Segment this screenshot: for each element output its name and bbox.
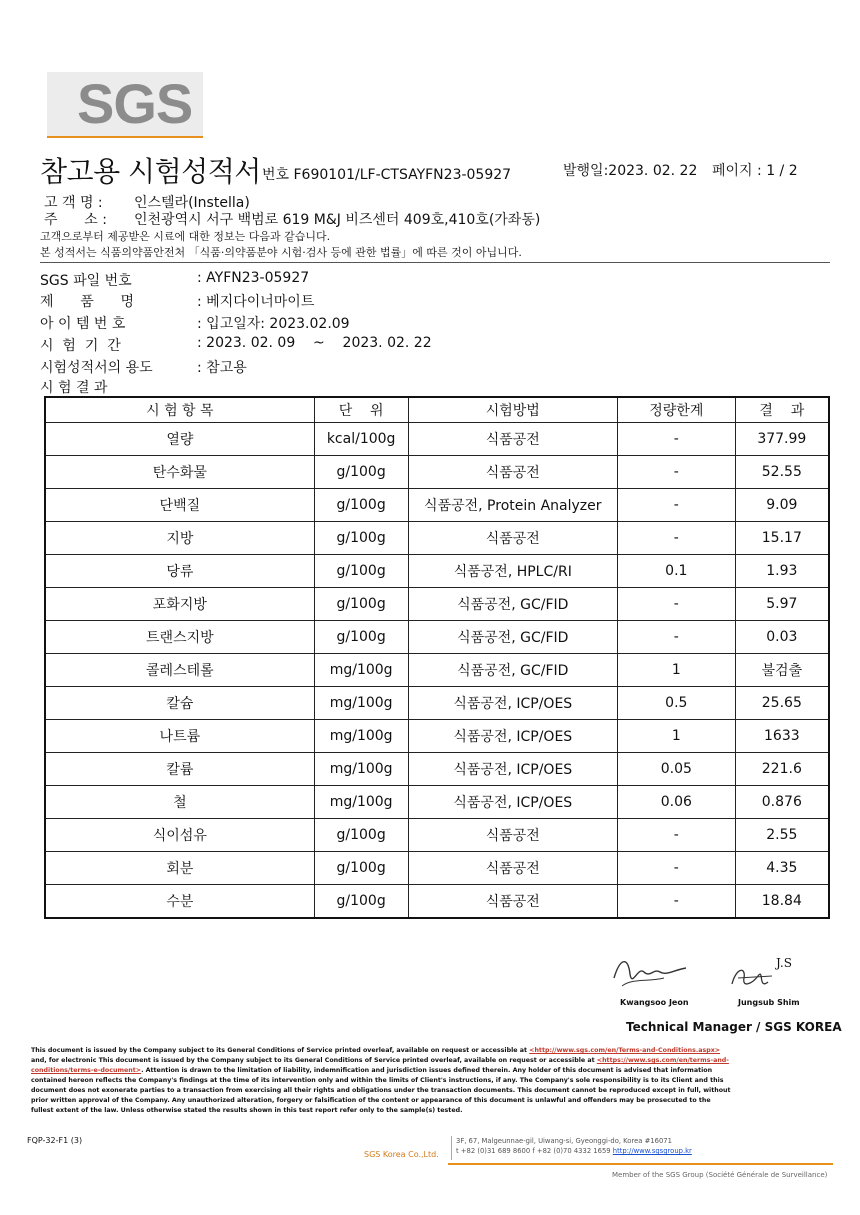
cell-unit: kcal/100g xyxy=(314,423,408,456)
cell-unit: g/100g xyxy=(314,555,408,588)
table-row xyxy=(45,621,829,654)
cell-item: 수분 xyxy=(45,885,314,919)
table-row xyxy=(45,687,829,720)
results-title: 시 험 결 과 xyxy=(40,380,108,396)
client-address-label: 주 소 : xyxy=(44,212,107,228)
cell-unit: g/100g xyxy=(314,621,408,654)
disclaimer-text-a: This document is issued by the Company subject to its General Conditions of Service printed overleaf, available on request or accessible at xyxy=(31,1047,530,1054)
report-number: 번호 F690101/LF-CTSAYFN23-05927 xyxy=(262,167,512,183)
cell-result: 25.65 xyxy=(735,687,829,720)
address-line: 3F, 67, Malgeunnae-gil, Uiwang-si, Gyeonggi-do, Korea #16071 xyxy=(456,1137,672,1145)
cell-method: 식품공전 xyxy=(408,852,617,885)
cell-loq: - xyxy=(617,489,735,522)
cell-result: 221.6 xyxy=(735,753,829,786)
cell-unit: mg/100g xyxy=(314,753,408,786)
cell-item: 열량 xyxy=(45,423,314,456)
client-address-value: 인천광역시 서구 백범로 619 M&J 비즈센터 409호,410호(가좌동) xyxy=(134,212,541,228)
info-value-purpose: : 참고용 xyxy=(197,360,247,376)
cell-unit: g/100g xyxy=(314,489,408,522)
info-value-item-no: : 입고일자: 2023.02.09 xyxy=(197,316,350,332)
info-value-product: : 베지다이너마이트 xyxy=(197,294,315,310)
info-label-product: 제 품 명 xyxy=(40,294,134,310)
cell-unit: g/100g xyxy=(314,522,408,555)
logo-underline xyxy=(47,136,203,138)
cell-loq: 0.5 xyxy=(617,687,735,720)
document-title: 참고용 시험성적서 xyxy=(40,155,261,188)
disclaimer-text-b: and, for electronic This document is issued by the Company subject to its General Conditions of Service printed overleaf, available on request or accessible at xyxy=(31,1057,597,1064)
cell-result: 불검출 xyxy=(735,654,829,687)
cell-method: 식품공전, GC/FID xyxy=(408,588,617,621)
cell-unit: mg/100g xyxy=(314,687,408,720)
cell-result: 2.55 xyxy=(735,819,829,852)
cell-item: 지방 xyxy=(45,522,314,555)
cell-item: 철 xyxy=(45,786,314,819)
info-value-test-period: : 2023. 02. 09 ~ 2023. 02. 22 xyxy=(197,335,432,351)
table-row xyxy=(45,819,829,852)
header-test-item: 시 험 항 목 xyxy=(45,397,314,423)
client-note-2: 본 성적서는 식품의약품안전처 「식품·의약품분야 시험·검사 등에 관한 법률」에 따른 것이 아닙니다. xyxy=(40,246,522,259)
cell-method: 식품공전 xyxy=(408,456,617,489)
cell-item: 탄수화물 xyxy=(45,456,314,489)
cell-item: 당류 xyxy=(45,555,314,588)
cell-unit: g/100g xyxy=(314,819,408,852)
cell-item: 식이섬유 xyxy=(45,819,314,852)
table-row xyxy=(45,456,829,489)
cell-loq: 0.05 xyxy=(617,753,735,786)
issue-date: 발행일:2023. 02. 22 xyxy=(563,163,698,179)
page-number: 페이지 : 1 / 2 xyxy=(712,163,798,179)
client-name-label: 고 객 명 : xyxy=(44,195,103,211)
cell-result: 0.03 xyxy=(735,621,829,654)
cell-method: 식품공전, GC/FID xyxy=(408,621,617,654)
cell-result: 0.876 xyxy=(735,786,829,819)
logo-text: SGS xyxy=(77,72,193,135)
company-name: SGS Korea Co.,Ltd. xyxy=(364,1150,439,1159)
table-row xyxy=(45,423,829,456)
cell-result: 4.35 xyxy=(735,852,829,885)
cell-result: 15.17 xyxy=(735,522,829,555)
cell-loq: 1 xyxy=(617,654,735,687)
table-row xyxy=(45,489,829,522)
cell-item: 트랜스지방 xyxy=(45,621,314,654)
client-note-1: 고객으로부터 제공받은 시료에 대한 정보는 다음과 같습니다. xyxy=(40,230,331,243)
address-divider xyxy=(451,1136,452,1160)
cell-method: 식품공전, HPLC/RI xyxy=(408,555,617,588)
header-unit: 단 위 xyxy=(314,397,408,423)
cell-method: 식품공전 xyxy=(408,885,617,919)
disclaimer-text-c: . Attention is drawn to the limitation of liability, indemnification and jurisdiction issues defined therein. Any holder of this document is advised that information contained hereon reflects the Company's findings at the time of its intervention only and within the limits of Client's instructions, if any. The Company's sole responsibility is to its Client and this document does not exonerate parties to a transaction from exercising all their rights and obligations under the transaction documents. This document cannot be reproduced except in full, without prior written approval of the Company. Any unauthorized alteration, forgery or falsification of the content or appearance of this document is unlawful and offenders may be prosecuted to the fullest extent of the law. Unless otherwise stated the results shown in this test report refer only to the sample(s) tested. xyxy=(31,1067,731,1114)
cell-result: 1633 xyxy=(735,720,829,753)
cell-method: 식품공전, Protein Analyzer xyxy=(408,489,617,522)
terms-link[interactable]: <http://www.sgs.com/en/Terms-and-Conditions.aspx> xyxy=(529,1047,721,1054)
cell-result: 9.09 xyxy=(735,489,829,522)
cell-result: 5.97 xyxy=(735,588,829,621)
technical-manager-title: Technical Manager / SGS KOREA xyxy=(626,1020,842,1034)
cell-loq: - xyxy=(617,621,735,654)
table-row xyxy=(45,753,829,786)
table-header-row xyxy=(45,397,829,423)
website-link[interactable]: http://www.sgsgroup.kr xyxy=(612,1147,692,1155)
cell-method: 식품공전, ICP/OES xyxy=(408,786,617,819)
client-name-value: 인스텔라(Instella) xyxy=(134,195,250,211)
form-code: FQP-32-F1 (3) xyxy=(27,1136,83,1145)
signer-right-name: Jungsub Shim xyxy=(738,998,800,1007)
cell-item: 칼륨 xyxy=(45,753,314,786)
header-method: 시험방법 xyxy=(408,397,617,423)
info-value-file-no: : AYFN23-05927 xyxy=(197,270,310,286)
cell-loq: 0.06 xyxy=(617,786,735,819)
cell-result: 52.55 xyxy=(735,456,829,489)
cell-loq: 0.1 xyxy=(617,555,735,588)
cell-method: 식품공전, ICP/OES xyxy=(408,753,617,786)
cell-item: 칼슘 xyxy=(45,687,314,720)
company-address xyxy=(456,1136,692,1156)
cell-unit: g/100g xyxy=(314,885,408,919)
cell-item: 콜레스테롤 xyxy=(45,654,314,687)
cell-unit: mg/100g xyxy=(314,654,408,687)
terms-e-document-link[interactable]: <https://www.sgs.com/en/terms-and-conditions/terms-e-document> xyxy=(31,1057,729,1074)
cell-loq: - xyxy=(617,423,735,456)
cell-method: 식품공전 xyxy=(408,819,617,852)
legal-disclaimer xyxy=(31,1046,731,1116)
cell-result: 377.99 xyxy=(735,423,829,456)
table-row xyxy=(45,885,829,919)
cell-method: 식품공전 xyxy=(408,522,617,555)
cell-method: 식품공전, GC/FID xyxy=(408,654,617,687)
cell-item: 나트륨 xyxy=(45,720,314,753)
contact-line: t +82 (0)31 689 8600 f +82 (0)70 4332 1659 http://www.sgsgroup.kr xyxy=(456,1147,692,1155)
table-row xyxy=(45,720,829,753)
info-label-purpose: 시험성적서의 용도 xyxy=(40,360,153,376)
signature-right-icon xyxy=(728,948,808,996)
header-result: 결 과 xyxy=(735,397,829,423)
signature-left-icon xyxy=(608,948,688,996)
cell-result: 1.93 xyxy=(735,555,829,588)
cell-loq: - xyxy=(617,852,735,885)
cell-unit: g/100g xyxy=(314,852,408,885)
header-loq: 정량한계 xyxy=(617,397,735,423)
cell-loq: - xyxy=(617,588,735,621)
signer-left-name: Kwangsoo Jeon xyxy=(620,998,689,1007)
cell-loq: - xyxy=(617,819,735,852)
table-row xyxy=(45,654,829,687)
member-note: Member of the SGS Group (Société Générale de Surveillance) xyxy=(612,1171,828,1179)
cell-result: 18.84 xyxy=(735,885,829,919)
footer-accent-bar xyxy=(448,1163,833,1165)
info-label-file-no: SGS 파일 번호 xyxy=(40,273,132,289)
table-row xyxy=(45,588,829,621)
cell-item: 단백질 xyxy=(45,489,314,522)
cell-method: 식품공전, ICP/OES xyxy=(408,687,617,720)
cell-loq: - xyxy=(617,885,735,919)
divider xyxy=(40,262,830,263)
info-label-item-no: 아 이 템 번 호 xyxy=(40,316,126,332)
cell-unit: g/100g xyxy=(314,456,408,489)
table-row xyxy=(45,786,829,819)
cell-loq: - xyxy=(617,456,735,489)
table-row xyxy=(45,522,829,555)
sgs-logo xyxy=(47,72,203,136)
table-row xyxy=(45,555,829,588)
cell-item: 포화지방 xyxy=(45,588,314,621)
cell-loq: 1 xyxy=(617,720,735,753)
signature-initials: J.S xyxy=(776,956,792,970)
cell-method: 식품공전, ICP/OES xyxy=(408,720,617,753)
cell-unit: mg/100g xyxy=(314,720,408,753)
table-row xyxy=(45,852,829,885)
info-label-test-period: 시 험 기 간 xyxy=(40,338,121,354)
cell-unit: g/100g xyxy=(314,588,408,621)
cell-loq: - xyxy=(617,522,735,555)
cell-method: 식품공전 xyxy=(408,423,617,456)
cell-item: 회분 xyxy=(45,852,314,885)
cell-unit: mg/100g xyxy=(314,786,408,819)
results-table xyxy=(44,396,830,919)
